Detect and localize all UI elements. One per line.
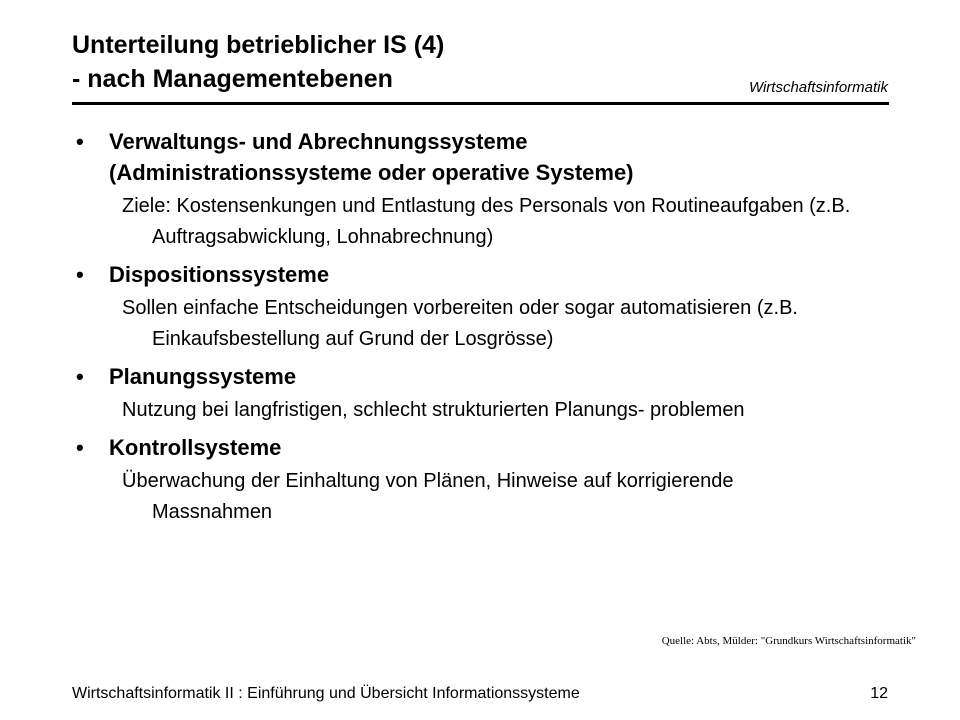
item-heading xyxy=(109,126,876,188)
item-heading: Kontrollsysteme xyxy=(109,435,282,460)
slide-title-line-1: Unterteilung betrieblicher IS (4) xyxy=(72,31,445,59)
item-description: Ziele: Kostensenkungen und Entlastung des Personals von Routineaufgaben (z.B. Auftragsabwicklung, Lohnabrechnung) xyxy=(122,195,851,248)
item-heading: Dispositionssysteme xyxy=(109,262,330,287)
item-description: Nutzung bei langfristigen, schlecht strukturierten Planungs- problemen xyxy=(122,399,745,421)
brand-label: Wirtschaftsinformatik xyxy=(748,79,888,96)
slide-title xyxy=(72,28,444,96)
list-item xyxy=(76,259,876,355)
slide-title-line-2: - nach Managementebenen xyxy=(72,65,393,93)
bullet-marker: • xyxy=(76,364,84,389)
item-description: Überwachung der Einhaltung von Plänen, Hinweise auf korrigierende Massnahmen xyxy=(122,470,734,523)
list-item xyxy=(76,126,876,253)
item-heading: Planungssysteme xyxy=(109,364,297,389)
bullet-marker: • xyxy=(76,129,84,154)
bullet-marker: • xyxy=(76,262,84,287)
title-divider xyxy=(72,102,889,105)
bullet-list xyxy=(76,126,876,534)
source-citation: Quelle: Abts, Mülder: "Grundkurs Wirtschaftsinformatik" xyxy=(661,635,916,647)
item-description: Sollen einfache Entscheidungen vorbereiten oder sogar automatisieren (z.B. Einkaufsbestellung auf Grund der Losgrösse) xyxy=(122,297,798,350)
list-item xyxy=(76,361,876,426)
footer-course-title: Wirtschaftsinformatik II : Einführung und Übersicht Informationssysteme xyxy=(72,685,580,702)
bullet-marker: • xyxy=(76,435,84,460)
item-heading-line-2: (Administrationssysteme oder operative Systeme) xyxy=(109,160,634,185)
item-heading-line-1: Verwaltungs- und Abrechnungssysteme xyxy=(109,129,528,154)
list-item xyxy=(76,432,876,528)
page-number: 12 xyxy=(870,685,888,702)
